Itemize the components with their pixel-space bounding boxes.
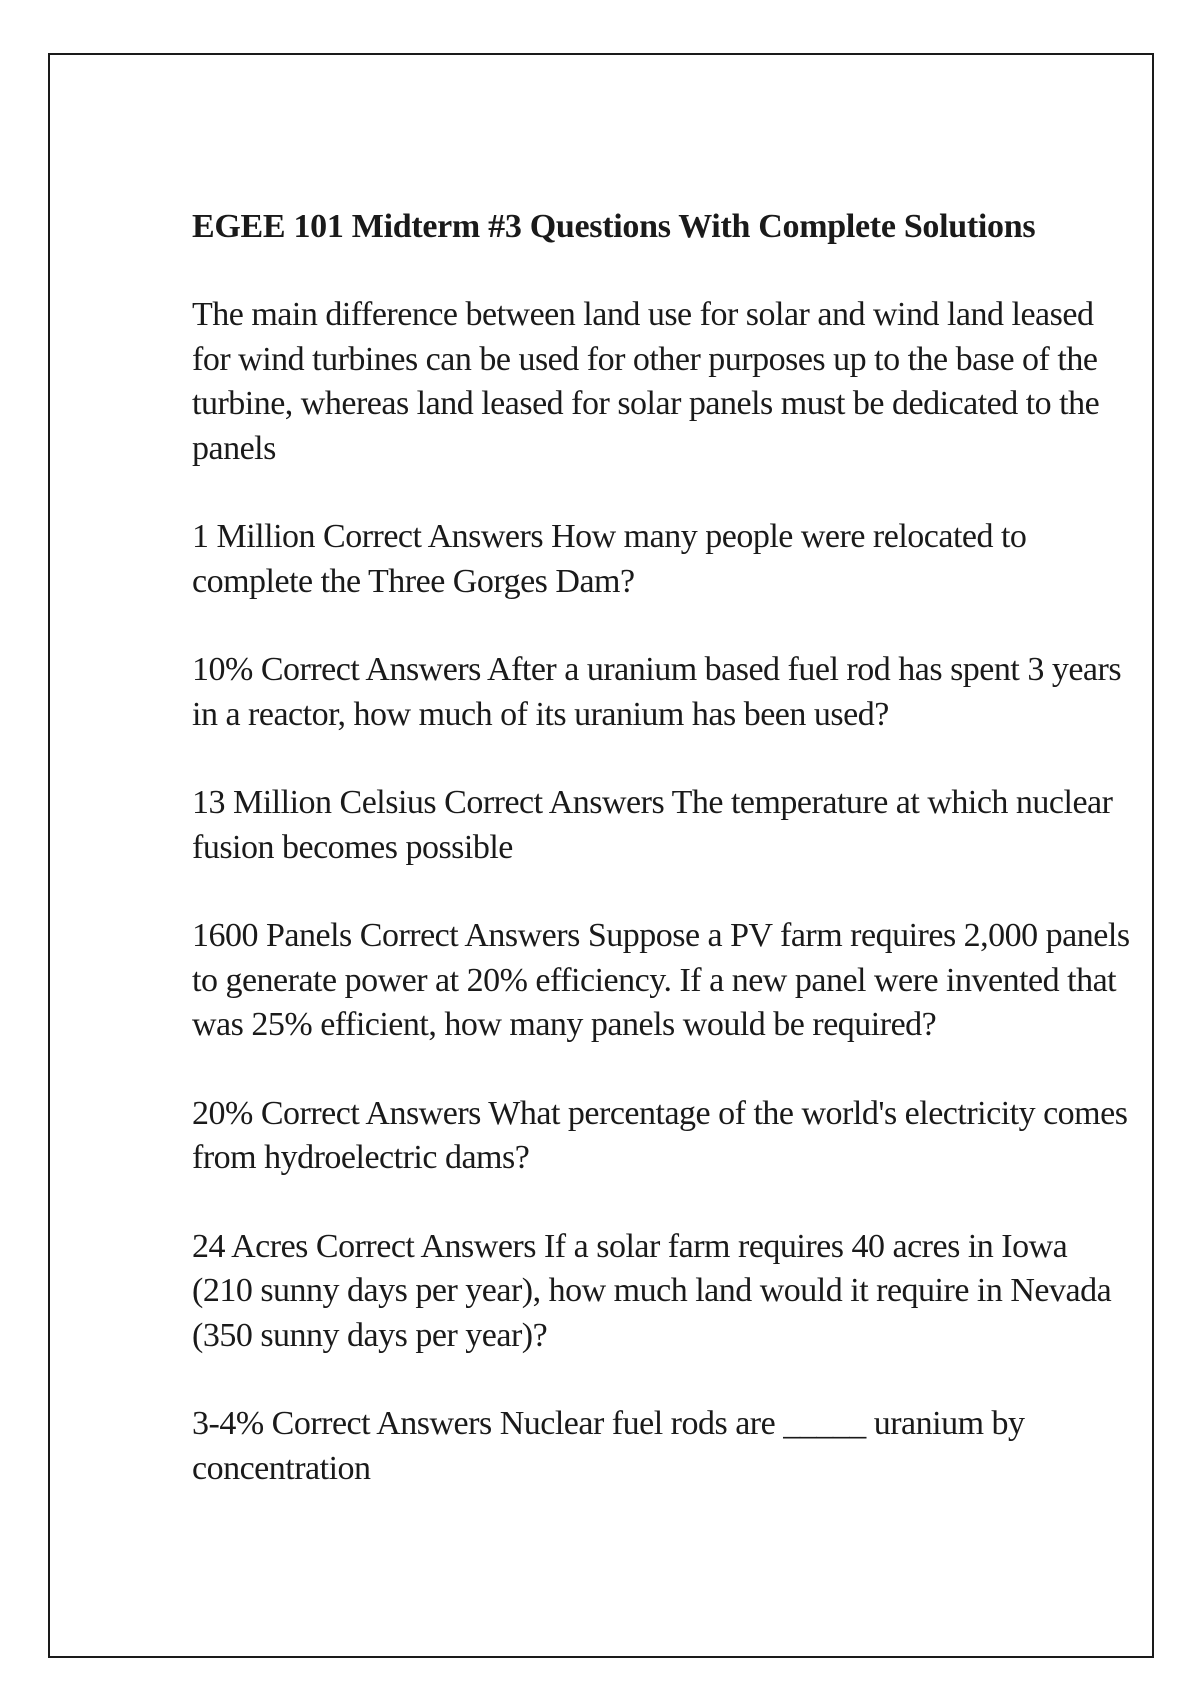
qa-item — [192, 1225, 1132, 1359]
qa-question: The temperature at which nuclear fusion becomes possible — [192, 784, 1113, 866]
qa-answer: 24 Acres Correct Answers — [192, 1227, 536, 1265]
qa-item — [192, 1402, 1132, 1491]
qa-question: If a solar farm requires 40 acres in Iowa (210 sunny days per year), how much land would it require in Nevada (350 sunny days per year)? — [192, 1227, 1112, 1354]
intro-paragraph: The main difference between land use for solar and wind land leased for wind turbines can be used for other purposes up to the base of the turbine, whereas land leased for solar panels must be dedicated to the panels — [192, 296, 1100, 467]
qa-item — [192, 515, 1132, 604]
qa-answer: 13 Million Celsius Correct Answers — [192, 784, 665, 821]
qa-question: After a uranium based fuel rod has spent 3 years in a reactor, how much of its uranium has been used? — [192, 651, 1122, 733]
qa-item — [192, 648, 1132, 737]
document-content — [192, 205, 1132, 1535]
qa-answer: 1 Million Correct Answers — [192, 518, 544, 555]
qa-question: How many people were relocated to complete the Three Gorges Dam? — [192, 518, 1027, 600]
qa-question: Nuclear fuel rods are _____ uranium by concentration — [192, 1405, 1025, 1487]
qa-answer: 3-4% Correct Answers — [192, 1405, 492, 1442]
qa-item — [192, 914, 1132, 1048]
qa-answer: 20% Correct Answers — [192, 1094, 481, 1132]
qa-item — [192, 1092, 1132, 1181]
qa-question: Suppose a PV farm requires 2,000 panels to generate power at 20% efficiency. If a new panel were invented that was 25% efficient, how many panels would be required? — [192, 917, 1130, 1043]
qa-item — [192, 781, 1132, 870]
qa-answer: 1600 Panels Correct Answers — [192, 917, 580, 954]
qa-question: What percentage of the world's electricity comes from hydroelectric dams? — [192, 1094, 1128, 1176]
qa-answer: 10% Correct Answers — [192, 651, 481, 688]
document-page — [48, 53, 1154, 1658]
document-title: EGEE 101 Midterm #3 Questions With Complete Solutions — [192, 208, 1036, 245]
